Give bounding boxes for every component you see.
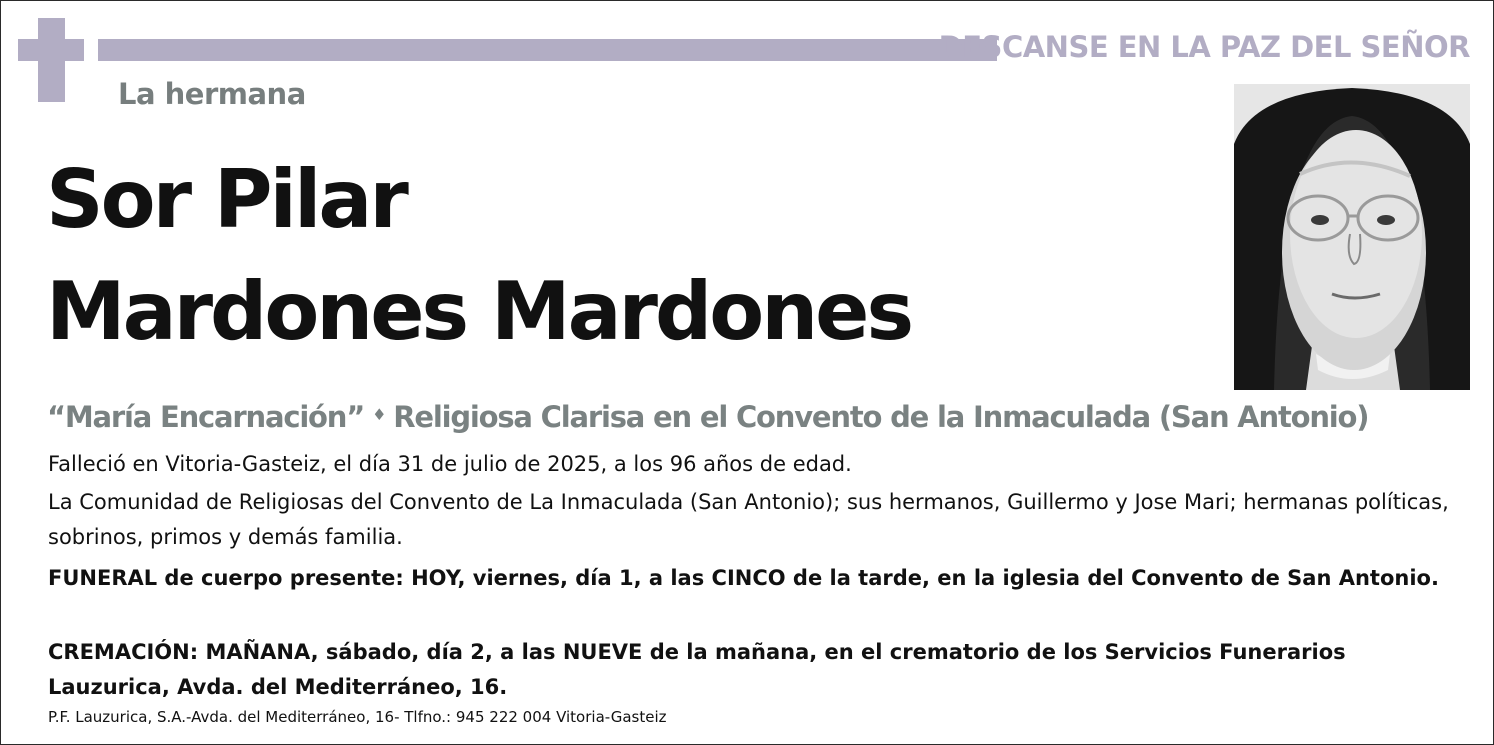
religious-role: Religiosa Clarisa en el Convento de la Inmaculada (San Antonio): [393, 400, 1369, 434]
deceased-name-line1: Sor Pilar: [46, 153, 406, 246]
header-rule: [98, 39, 996, 61]
rest-in-peace-banner: DESCANSE EN LA PAZ DEL SEÑOR: [938, 30, 1470, 64]
death-notice: Falleció en Vitoria-Gasteiz, el día 31 de julio de 2025, a los 96 años de edad.: [48, 452, 852, 476]
religious-title: [47, 400, 1368, 434]
cremation-details: CREMACIÓN: MAÑANA, sábado, día 2, a las NUEVE de la mañana, en el crematorio de los Servicios Funerarios Lauzurica, Avda. del Mediterráneo, 16.: [48, 640, 1346, 699]
funeral-details: FUNERAL de cuerpo presente: HOY, viernes, día 1, a las CINCO de la tarde, en la iglesia del Convento de San Antonio.: [48, 566, 1439, 590]
funeral-home-footer: P.F. Lauzurica, S.A.-Avda. del Mediterráneo, 16- Tlfno.: 945 222 004 Vitoria-Gasteiz: [48, 708, 667, 726]
diamond-separator-icon: ♦: [372, 405, 386, 424]
religious-name: “María Encarnación”: [47, 400, 365, 434]
intro-label: La hermana: [118, 77, 306, 111]
deceased-name-line2: Mardones Mardones: [46, 265, 912, 358]
portrait-photo: [1234, 84, 1470, 390]
family-list: La Comunidad de Religiosas del Convento de La Inmaculada (San Antonio); sus hermanos, Guillermo y Jose Mari; hermanas políticas, sobrinos, primos y demás familia.: [48, 490, 1449, 549]
